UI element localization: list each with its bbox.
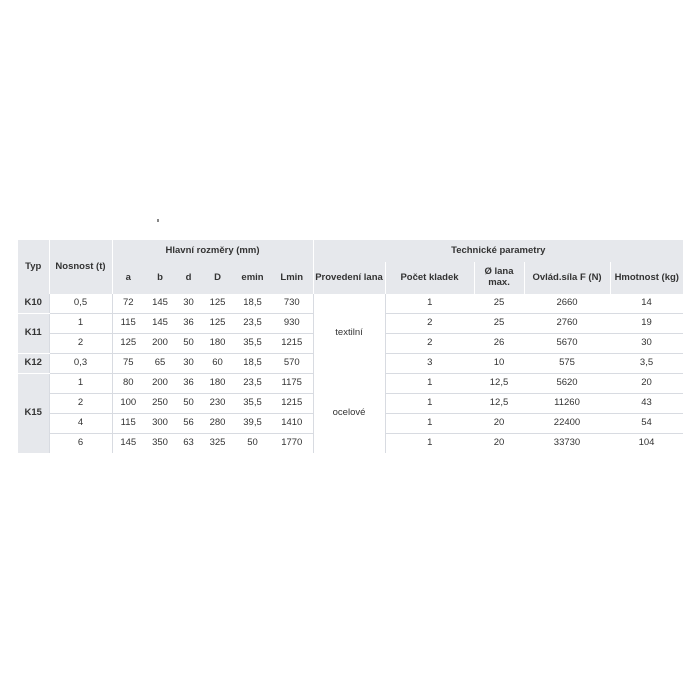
cell-d: 50 — [176, 334, 201, 354]
header-nosnost: Nosnost (t) — [49, 240, 112, 294]
cell-lmin: 1175 — [271, 374, 313, 394]
header-dim-d: d — [176, 262, 201, 294]
cell-typ: K15 — [18, 374, 49, 454]
cell-d: 125 — [201, 294, 234, 314]
header-dim-D: D — [201, 262, 234, 294]
cell-sila: 2760 — [524, 314, 610, 334]
cell-b: 145 — [144, 314, 176, 334]
cell-d: 280 — [201, 414, 234, 434]
table-row — [18, 374, 683, 394]
cell-emin: 35,5 — [234, 394, 271, 414]
header-dim-b: b — [144, 262, 176, 294]
cell-b: 65 — [144, 354, 176, 374]
cell-b: 200 — [144, 374, 176, 394]
cell-provedeni: textilní — [313, 294, 385, 374]
cell-hmotnost: 54 — [610, 414, 683, 434]
header-technicke-parametry: Technické parametry — [313, 240, 683, 262]
cell-a: 75 — [112, 354, 144, 374]
cell-d: 30 — [176, 294, 201, 314]
cell-d: 36 — [176, 374, 201, 394]
cell-a: 72 — [112, 294, 144, 314]
cell-a: 115 — [112, 414, 144, 434]
spec-table-body — [18, 294, 683, 453]
cell-a: 125 — [112, 334, 144, 354]
cell-lana: 26 — [474, 334, 524, 354]
cell-provedeni: ocelové — [313, 374, 385, 454]
cell-lana: 25 — [474, 294, 524, 314]
cell-lana: 10 — [474, 354, 524, 374]
cell-lana: 12,5 — [474, 394, 524, 414]
header-pocet: Počet kladek — [385, 262, 474, 294]
cell-pocet: 2 — [385, 314, 474, 334]
cell-d: 180 — [201, 374, 234, 394]
header-hmotnost: Hmotnost (kg) — [610, 262, 683, 294]
cell-d: 36 — [176, 314, 201, 334]
cell-hmotnost: 14 — [610, 294, 683, 314]
cell-d: 63 — [176, 434, 201, 454]
cell-pocet: 2 — [385, 334, 474, 354]
spec-table — [18, 240, 683, 454]
cell-b: 145 — [144, 294, 176, 314]
cell-d: 60 — [201, 354, 234, 374]
cell-sila: 22400 — [524, 414, 610, 434]
stray-mark — [157, 219, 159, 222]
cell-hmotnost: 20 — [610, 374, 683, 394]
cell-lmin: 930 — [271, 314, 313, 334]
cell-nosnost: 1 — [49, 314, 112, 334]
cell-b: 350 — [144, 434, 176, 454]
cell-b: 250 — [144, 394, 176, 414]
cell-nosnost: 6 — [49, 434, 112, 454]
cell-a: 115 — [112, 314, 144, 334]
cell-a: 145 — [112, 434, 144, 454]
cell-nosnost: 0,5 — [49, 294, 112, 314]
cell-sila: 33730 — [524, 434, 610, 454]
header-typ: Typ — [18, 240, 49, 294]
cell-lmin: 730 — [271, 294, 313, 314]
cell-typ: K11 — [18, 314, 49, 354]
cell-hmotnost: 30 — [610, 334, 683, 354]
header-provedeni: Provedení lana — [313, 262, 385, 294]
cell-d: 325 — [201, 434, 234, 454]
cell-d: 125 — [201, 314, 234, 334]
cell-lana: 12,5 — [474, 374, 524, 394]
cell-emin: 35,5 — [234, 334, 271, 354]
cell-sila: 2660 — [524, 294, 610, 314]
header-dim-emin: emin — [234, 262, 271, 294]
cell-lmin: 1770 — [271, 434, 313, 454]
cell-hmotnost: 43 — [610, 394, 683, 414]
cell-nosnost: 0,3 — [49, 354, 112, 374]
cell-lmin: 1215 — [271, 394, 313, 414]
cell-pocet: 1 — [385, 374, 474, 394]
cell-d: 50 — [176, 394, 201, 414]
cell-pocet: 1 — [385, 294, 474, 314]
cell-b: 200 — [144, 334, 176, 354]
cell-lana: 20 — [474, 434, 524, 454]
cell-nosnost: 4 — [49, 414, 112, 434]
cell-emin: 50 — [234, 434, 271, 454]
cell-sila: 5670 — [524, 334, 610, 354]
cell-emin: 23,5 — [234, 314, 271, 334]
cell-nosnost: 2 — [49, 394, 112, 414]
header-dim-lmin: Lmin — [271, 262, 313, 294]
spec-table-container — [18, 240, 683, 454]
header-lana: Ø lana max. — [474, 262, 524, 294]
cell-sila: 575 — [524, 354, 610, 374]
cell-typ: K12 — [18, 354, 49, 374]
cell-sila: 5620 — [524, 374, 610, 394]
cell-emin: 39,5 — [234, 414, 271, 434]
cell-hmotnost: 19 — [610, 314, 683, 334]
header-sila: Ovlád.síla F (N) — [524, 262, 610, 294]
cell-a: 80 — [112, 374, 144, 394]
cell-b: 300 — [144, 414, 176, 434]
table-row — [18, 294, 683, 314]
cell-pocet: 1 — [385, 434, 474, 454]
cell-lana: 25 — [474, 314, 524, 334]
cell-hmotnost: 3,5 — [610, 354, 683, 374]
cell-emin: 23,5 — [234, 374, 271, 394]
header-dim-a: a — [112, 262, 144, 294]
cell-d: 180 — [201, 334, 234, 354]
cell-lmin: 1215 — [271, 334, 313, 354]
cell-nosnost: 1 — [49, 374, 112, 394]
cell-d: 230 — [201, 394, 234, 414]
cell-lmin: 570 — [271, 354, 313, 374]
cell-sila: 11260 — [524, 394, 610, 414]
cell-pocet: 1 — [385, 414, 474, 434]
cell-d: 30 — [176, 354, 201, 374]
cell-emin: 18,5 — [234, 354, 271, 374]
cell-lana: 20 — [474, 414, 524, 434]
cell-d: 56 — [176, 414, 201, 434]
cell-typ: K10 — [18, 294, 49, 314]
cell-hmotnost: 104 — [610, 434, 683, 454]
cell-nosnost: 2 — [49, 334, 112, 354]
cell-a: 100 — [112, 394, 144, 414]
header-hlavni-rozmery: Hlavní rozměry (mm) — [112, 240, 313, 262]
cell-pocet: 3 — [385, 354, 474, 374]
cell-emin: 18,5 — [234, 294, 271, 314]
cell-pocet: 1 — [385, 394, 474, 414]
cell-lmin: 1410 — [271, 414, 313, 434]
